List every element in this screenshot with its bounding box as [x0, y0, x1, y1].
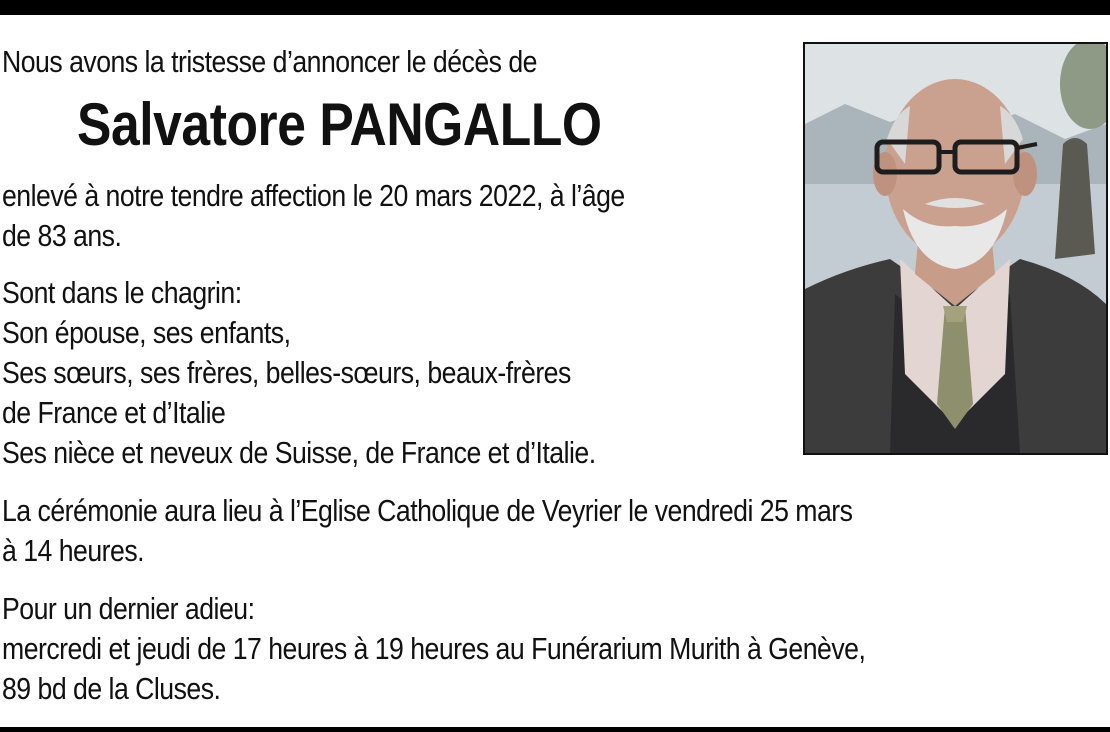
mourners-paragraph [2, 273, 596, 473]
top-rule [0, 0, 1110, 15]
mourners-line: Ses sœurs, ses frères, belles-sœurs, beaux-frères [2, 355, 571, 390]
farewell-line: mercredi et jeudi de 17 heures à 19 heures au Funérarium Murith à Genève, [2, 631, 866, 666]
mourners-line: Sont dans le chagrin: [2, 275, 242, 310]
mourners-line: Ses nièce et neveux de Suisse, de France et d’Italie. [2, 435, 596, 470]
portrait-photo [803, 42, 1108, 455]
ceremony-line: La cérémonie aura lieu à l’Eglise Catholique de Veyrier le vendredi 25 mars [2, 493, 853, 528]
farewell-paragraph [2, 589, 865, 709]
intro-line: Nous avons la tristesse d’annoncer le décès de [2, 44, 537, 79]
mourners-line: Son épouse, ses enfants, [2, 315, 291, 350]
passing-line: enlevé à notre tendre affection le 20 mars 2022, à l’âge [2, 178, 625, 213]
ceremony-line: à 14 heures. [2, 533, 145, 568]
farewell-line: 89 bd de la Cluses. [2, 671, 221, 706]
bottom-rule [0, 727, 1110, 732]
farewell-line: Pour un dernier adieu: [2, 591, 255, 626]
deceased-name: Salvatore PANGALLO [77, 91, 602, 158]
mourners-line: de France et d’Italie [2, 395, 226, 430]
passing-line: de 83 ans. [2, 218, 122, 253]
ceremony-paragraph [2, 491, 852, 571]
passing-paragraph [2, 176, 625, 256]
portrait-photo-icon [805, 44, 1106, 453]
